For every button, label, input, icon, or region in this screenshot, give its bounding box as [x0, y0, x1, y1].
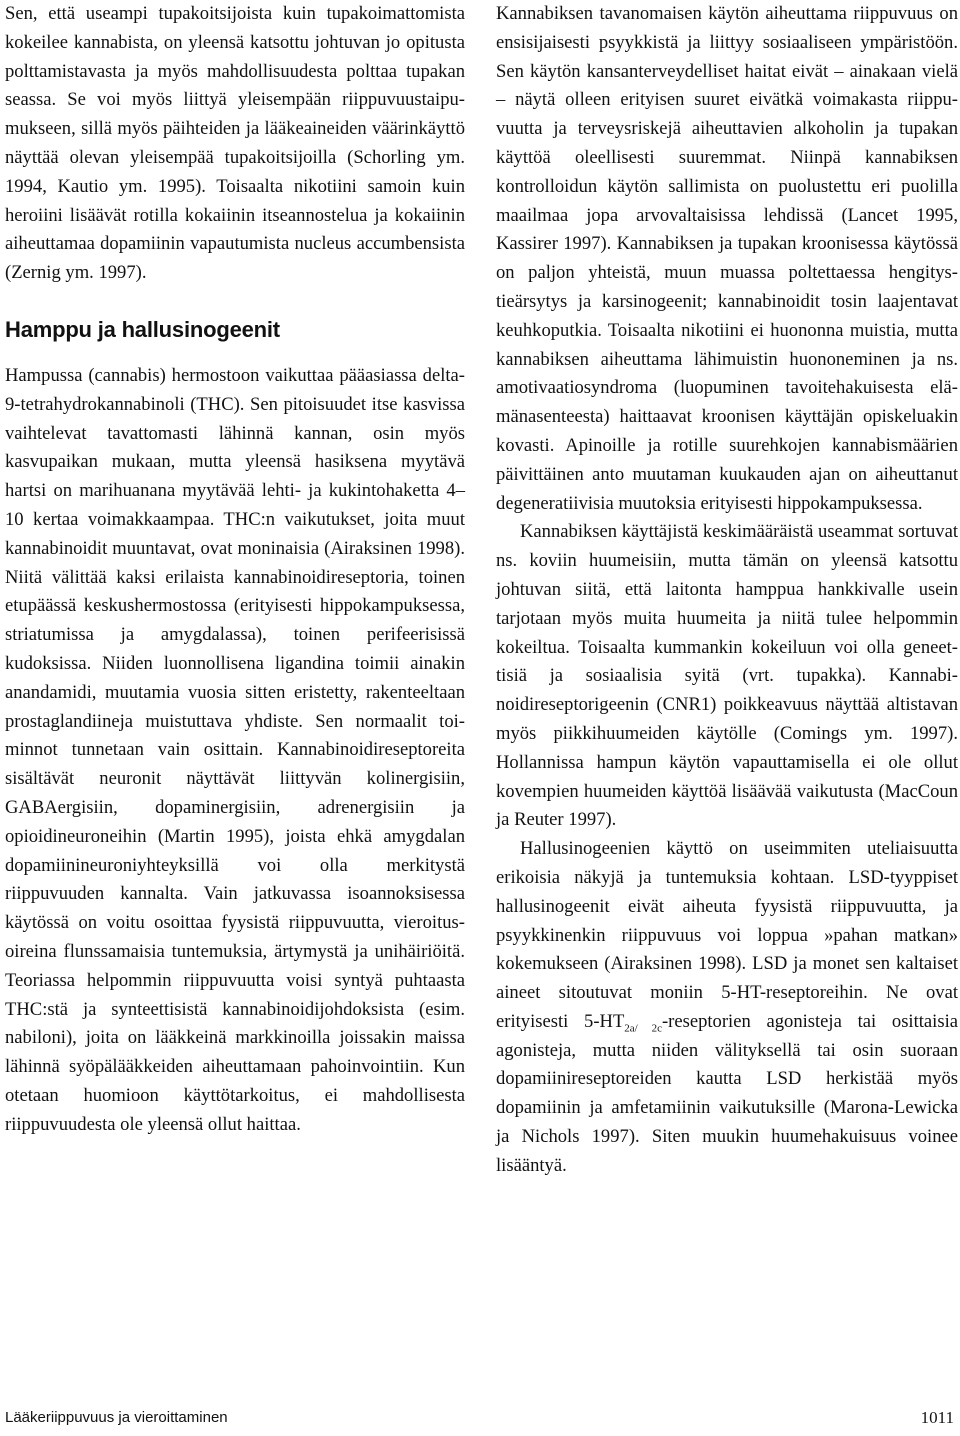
- right-column: [496, 0, 958, 1181]
- left-column: [5, 0, 465, 1139]
- cannabis-users-paragraph: Kannabiksen käyttäjistä keskimääräistä useammat sortuvat ns. koviin huumeisiin, mutta tämän on yleensä katsottu johtuvan siitä, että laitonta hamppua hankkivalle usein tarjotaan myös muita huumeita ja niitä tulee helpommin kokeiltua. Toisaalta kummankin kokeiluun voi olla geneettisiä ja sosiaalisia syitä (vrt. tupakka). Kannabinoidireseptorigeenin (CNR1) poikkeavuus näyttää altistavan myös piikkihuumeiden käytölle (Comings ym. 1997). Hollannissa hampun käytön vapauttamisella ei ole ollut kovempien huumeiden käyttöä lisäävää vaikutusta (MacCoun ja Reuter 1997).: [496, 521, 958, 831]
- section-heading: Hamppu ja hallusinogeenit: [5, 316, 280, 342]
- cannabis-dependence-paragraph: Kannabiksen tavanomaisen käytön aiheuttama riippuvuus on ensisijaisesti psyykkistä ja liittyy sosiaaliseen ympäristöön. Sen käytön kansanterveydelliset haitat eivät – ainakaan vielä – näytä olleen erityisen suuret eivätkä voimakasta riippuvuutta ja terveysriskejä aiheuttavien alkoholin ja tupakan käyttöä oleellisesti suuremmat. Niinpä kannabiksen kontrolloidun käytön sallimista on puolustettu eri puolilla maailmaa jopa arvovaltaisissa lehdissä (Lancet 1995, Kassirer 1997). Kannabiksen ja tupakan kroonisessa käytössä on paljon yhteistä, muun muassa poltettaessa hengitystieärsytys ja karsinogeenit; kannabinoidit tosin laajentavat keuhkoputkia. Toisaalta nikotiini ei huononna muistia, mutta kannabiksen aiheuttama lähimuistin huononeminen ja ns. amotivaatiosyndroma (luopuminen tavoitehakuisesta elämänasenteesta) haittaavat kroonisen käyttäjän opiskeluakin kovasti. Apinoille ja rotille suurehkojen kannabismäärien päivittäinen anto muutaman kuukauden ajan on aiheuttanut degeneratiivisia muutoksia erityisesti hippokampuksessa.: [496, 3, 958, 514]
- page-number: 1011: [920, 1408, 954, 1427]
- cannabis-paragraph: Hampussa (cannabis) hermostoon vaikuttaa pääasiassa delta-9-tetrahydrokannabinoli (THC). Sen pitoisuudet itse kasvissa vaihtelevat tavattomasti lähinnä kannan, osin myös kasvupaikan mukaan, mutta yleensä hasiksena myytävä hartsi on marihuanana myytävää lehti- ja kukintohaketta 4–10 kertaa voimakkaampaa. THC:n vaikutukset, joita muut kannabinoidit muuntavat, ovat moninaisia (Airaksinen 1998). Niitä välittää kaksi erilaista kannabinoidireseptoria, toinen etupäässä keskushermostossa (erityisesti hippokampuksessa, striatumissa ja amygdalassa), toinen perifeerisissä kudoksissa. Niiden luonnollisena ligandina toimii ainakin anandamidi, muutamia vuosia sitten eristetty, rakenteeltaan prostaglandiineja muistuttava yhdiste. Sen normaalit toiminnot tunnetaan vain osittain. Kannabinoidireseptoreita sisältävät neuronit näyttävät liittyvän kolinergisiin, GABAergisiin, dopaminergisiin, adrenergisiin ja opioidineuroneihin (Martin 1995), joista ehkä amygdalan dopamiinineuroniyhteyksillä voi olla merkitystä riippuvuuden kannalta. Vain jatkuvassa isoannoksisessa käytössä on voitu osoittaa fyysistä riippuvuutta, vieroitusoireina flunssamaisia tuntemuksia, ärtymystä ja unihäiriöitä. Teoriassa helpommin riippuvuutta voisi syntyä puhtaasta THC:stä ja synteettisistä kannabinoidijohdoksista (esim. nabiloni), joita on lääkkeinä markkinoilla joissakin maissa lähinnä syöpälääkkeiden aiheuttamaan pahoinvointiin. Kun otetaan huomioon käyttötarkoitus, ei mahdollisesta riippuvuudesta ole yleensä ollut haittaa.: [5, 364, 465, 1135]
- receptor-subscript: 2a/ 2c: [624, 1022, 662, 1035]
- intro-paragraph: Sen, että useampi tupakoitsijoista kuin tupakoimattomista kokeilee kannabista, on yleensä katsottu johtuvan jo opitusta polttamistavasta ja myös mahdollisuudesta polttaa tupakan seassa. Se voi myös liittyä yleisempään riippuvuustaipumukseen, sillä myös päihteiden ja lääkeaineiden väärinkäyttö näyttää olevan yleisempää tupakoitsijoilla (Schorling ym. 1994, Kautio ym. 1995). Toisaalta nikotiini samoin kuin heroiini lisäävät rotilla kokaiinin itseannostelua ja kokaiinin aiheuttamaa dopamiinin vapautumista nucleus accumbensista (Zernig ym. 1997).: [5, 3, 465, 284]
- hallucinogens-text-end: -reseptorien agonisteja tai osittaisia agonisteja, mutta niiden välityksellä tai osin suoraan dopamiinireseptoreiden kautta LSD herkistää myös dopamiinin ja amfetamiinin vaikutuksille (Marona-Lewicka ja Nichols 1997). Siten muukin huumehakuisuus voinee lisääntyä.: [496, 1010, 958, 1176]
- hallucinogens-paragraph: [496, 835, 958, 1181]
- journal-title: Lääkeriippuvuus ja vieroittaminen: [5, 1409, 228, 1426]
- hallucinogens-text-start: Hallusinogeenien käyttö on useimmiten uteliaisuutta erikoisia näkyjä ja tuntemuksia kohtaan. LSD-tyyppiset hallusinogeenit eivät aiheuta fyysistä riippuvuutta, ja psyykkinenkin riippuvuus voi loppua »pahan matkan» kokemukseen (Airaksinen 1998). LSD ja monet sen kaltaiset aineet sitoutuvat moniin 5-HT-reseptoreihin. Ne ovat erityisesti 5-HT: [496, 838, 958, 1032]
